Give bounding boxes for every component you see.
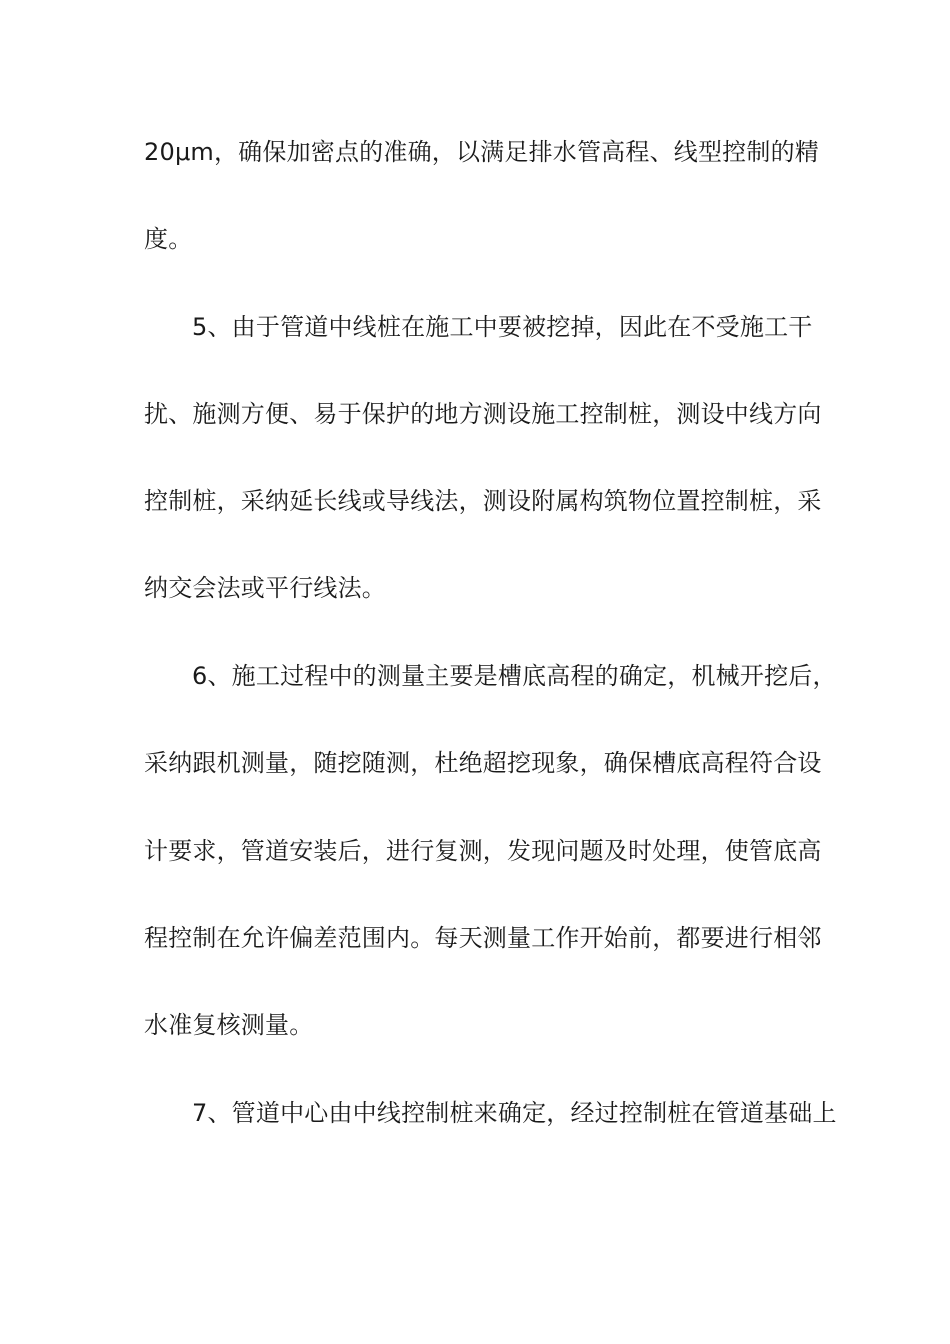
text-line: 控制桩，采纳延长线或导线法，测设附属构筑物位置控制桩，采 bbox=[144, 487, 822, 515]
text-line: 纳交会法或平行线法。 bbox=[144, 574, 386, 602]
paragraph-6-start: 6、施工过程中的测量主要是槽底高程的确定，机械开挖后， bbox=[192, 662, 837, 690]
text-line: 水准复核测量。 bbox=[144, 1011, 314, 1039]
text-line: 20μm，确保加密点的准确，以满足排水管高程、线型控制的精 bbox=[144, 138, 819, 166]
paragraph-7-start: 7、管道中心由中线控制桩来确定，经过控制桩在管道基础上 bbox=[192, 1099, 837, 1127]
text-line: 计要求，管道安装后，进行复测，发现问题及时处理，使管底高 bbox=[144, 837, 822, 865]
text-line: 采纳跟机测量，随挖随测，杜绝超挖现象，确保槽底高程符合设 bbox=[144, 749, 822, 777]
text-line: 程控制在允许偏差范围内。每天测量工作开始前，都要进行相邻 bbox=[144, 924, 822, 952]
text-line: 扰、施测方便、易于保护的地方测设施工控制桩，测设中线方向 bbox=[144, 400, 822, 428]
paragraph-5-start: 5、由于管道中线桩在施工中要被挖掉，因此在不受施工干 bbox=[192, 313, 813, 341]
text-line: 度。 bbox=[144, 225, 193, 253]
